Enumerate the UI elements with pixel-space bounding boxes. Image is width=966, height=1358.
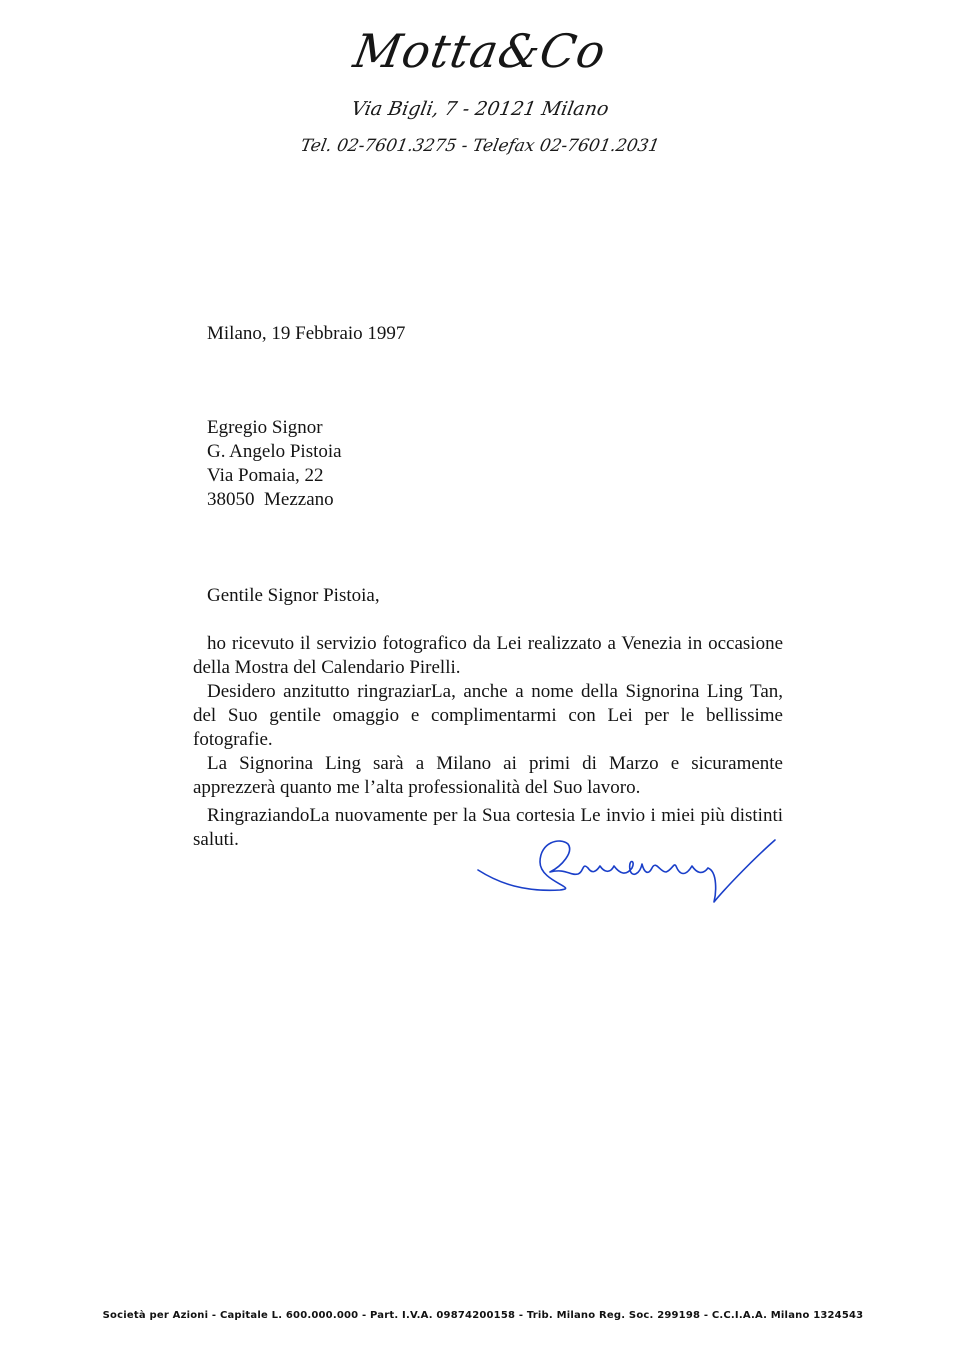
company-phone: Tel. 02-7601.3275 - Telefax 02-7601.2031 [298,136,662,156]
letter-date: Milano, 19 Febbraio 1997 [207,323,406,344]
recipient-line: Via Pomaia, 22 [207,465,324,486]
recipient-line: G. Angelo Pistoia [207,441,342,462]
company-address: Via Bigli, 7 - 20121 Milano [349,98,611,120]
body-paragraph: ho ricevuto il servizio fotografico da Lei realizzato a Venezia in occasione della Mostra del Calendario Pirelli. [193,633,783,678]
recipient-address-block [207,416,342,512]
body-paragraph: Desidero anzitutto ringraziarLa, anche a nome della Signorina Ling Tan, del Suo gentile omaggio e complimentarmi con Lei per le bellissime fotografie. [193,681,783,750]
letter-greeting: Gentile Signor Pistoia, [207,585,380,606]
company-logo-name: Motta&Co [349,24,611,78]
recipient-line: 38050 Mezzano [207,489,334,510]
body-paragraph: RingraziandoLa nuovamente per la Sua cortesia Le invio i miei più distinti saluti. [193,805,783,850]
body-paragraph: La Signorina Ling sarà a Milano ai primi di Marzo e sicuramente apprezzerà quanto me l’alta professionalità del Suo lavoro. [193,753,783,798]
handwritten-signature [470,832,780,912]
company-legal-footer: Società per Azioni - Capitale L. 600.000.000 - Part. I.V.A. 09874200158 - Trib. Milano Reg. Soc. 299198 - C.C.I.A.A. Milano 1324543 [102,1310,864,1321]
letterhead [0,0,966,170]
recipient-line: Egregio Signor [207,417,323,438]
letter-body [193,632,783,852]
